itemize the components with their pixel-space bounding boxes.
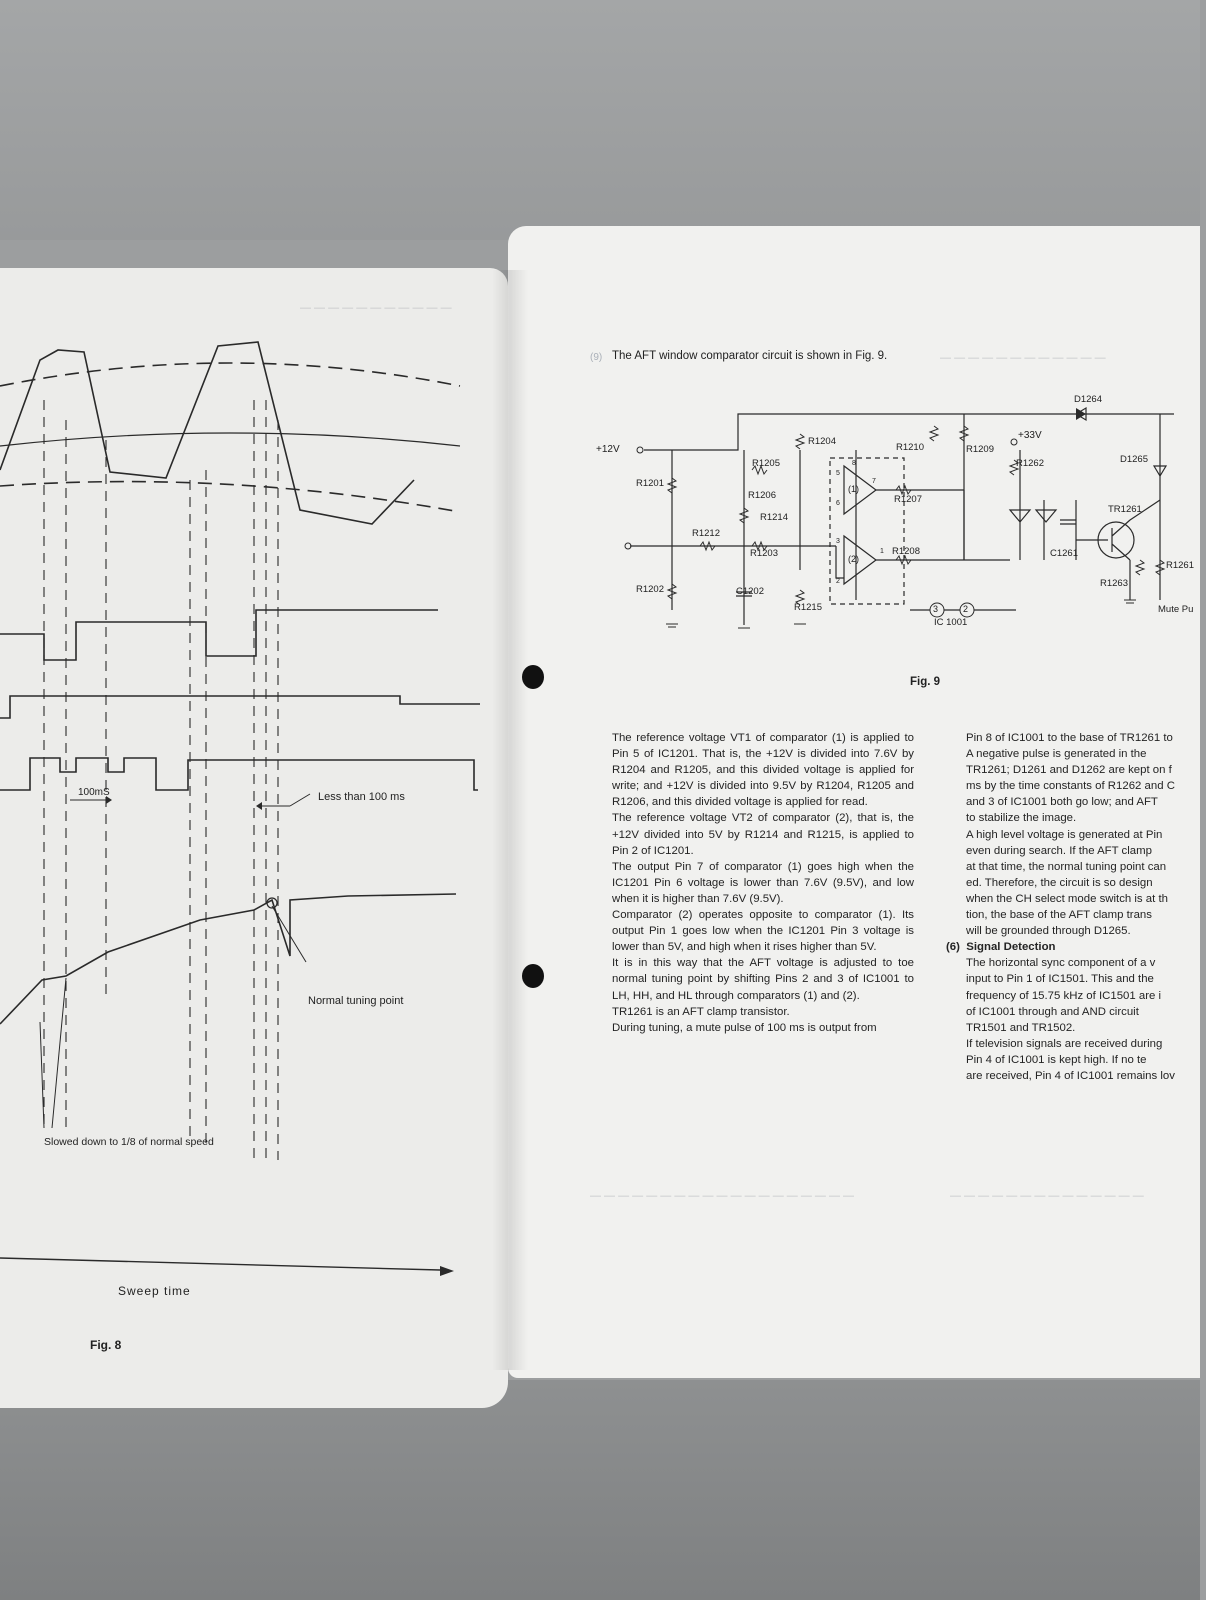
body-paragraph: It is in this way that the AFT voltage is adjusted to toe normal tuning point by shifting Pins 2 and 3 of IC1001 to LH, HH, and HL through comparators (1) and (2). [612,957,914,1002]
pin-number: 6 [836,500,840,507]
label-c1261: C1261 [1050,548,1078,559]
label-r1215: R1215 [794,602,822,613]
body-line: ms by the time constants of R1262 and C [966,780,1175,793]
label-mute-pulse: Mute Pu [1158,604,1194,615]
body-paragraph: TR1261 is an AFT clamp transistor. [612,1005,790,1018]
pin-number: 1 [880,548,884,555]
label-r1214: R1214 [760,512,788,523]
body-paragraph: The reference voltage VT1 of comparator (1) is applied to Pin 5 of IC1201. That is, the +12V is divided into 7.6V by R1204 and R1205, and this divided voltage is applied for write; and +12V is divided into 9.5V by R1204, R1205 and R1206, and this divided voltage is applied for read. [612,732,914,809]
body-line: ed. Therefore, the circuit is so design [966,876,1153,889]
label-r1203: R1203 [750,548,778,559]
body-line: If television signals are received during [966,1037,1163,1050]
label-r1210: R1210 [896,442,924,453]
section-6-number: (6) [946,941,960,954]
capacitor-c1261 [1060,520,1076,524]
body-line: A high level voltage is generated at Pin [966,828,1163,841]
sweep-time-label: Sweep time [118,1284,191,1298]
label-d1265: D1265 [1120,454,1148,465]
body-line: when the CH select mode switch is at th [966,892,1168,905]
label-r1205: R1205 [752,458,780,469]
body-line: to stabilize the image. [966,812,1077,825]
body-line: tion, the base of the AFT clamp trans [966,909,1152,922]
body-line: even during search. If the AFT clamp [966,844,1152,857]
show-through-text: — — — — — — — — — — — [300,302,452,314]
input-line [630,546,844,578]
body-line: input to Pin 1 of IC1501. This and the [966,973,1154,986]
body-line: are received, Pin 4 of IC1001 remains lov [966,1069,1175,1082]
label-r1263: R1263 [1100,578,1128,589]
body-line: at that time, the normal tuning point can [966,860,1167,873]
section-9-number: (9) [590,352,603,363]
d1264-arrow [1076,408,1086,420]
body-line: will be grounded through D1265. [966,925,1131,938]
label-r1262: R1262 [1016,458,1044,469]
section-6-heading-line [946,939,1206,955]
pin-number: 3 [836,538,840,545]
annotation-slowed-down: Slowed down to 1/8 of normal speed [44,1136,214,1148]
body-line: Pin 8 of IC1001 to the base of TR1261 to [966,732,1173,744]
section-6-title: Signal Detection [966,941,1056,954]
supply-33v-terminal [1011,439,1017,445]
body-line: TR1261; D1261 and D1262 are kept on f [966,764,1172,777]
terminal-3-label: 3 [933,604,939,614]
terminal-2-label: 2 [963,604,969,614]
annotation-less-than-100ms: Less than 100 ms [318,791,405,803]
section-9-heading: The AFT window comparator circuit is shown in Fig. 9. [612,350,888,362]
label-r1201: R1201 [636,478,664,489]
label-tr1261: TR1261 [1108,504,1142,515]
body-line: of IC1001 through and AND circuit [966,1005,1139,1018]
body-paragraph: The output Pin 7 of comparator (1) goes high when the IC1201 Pin 6 voltage is lower than 7.6V (9.5V), and low when it is higher than 7.6V (9.5V). [612,860,914,905]
dashed-ic-outline [830,458,904,604]
label-r1206: R1206 [748,490,776,501]
label-r1212: R1212 [692,528,720,539]
label-d1264: D1264 [1074,394,1102,405]
label-opamp-1: (1) [848,484,859,494]
show-through-text: — — — — — — — — — — — — [940,352,1106,364]
supply-terminal [637,447,643,453]
body-text-column-left [612,730,914,1036]
label-c1202: C1202 [736,586,764,597]
show-through-text: — — — — — — — — — — — — — — — — — — — [590,1190,855,1202]
body-line: frequency of 15.75 kHz of IC1501 are i [966,989,1162,1002]
label-r1261: R1261 [1166,560,1194,571]
fig8-label: Fig. 8 [90,1338,122,1352]
body-text-column-right [946,730,1206,1084]
body-line: Pin 4 of IC1001 is kept high. If no te [966,1053,1147,1066]
body-paragraph: During tuning, a mute pulse of 100 ms is output from [612,1021,877,1034]
label-33v: +33V [1018,430,1042,441]
ground-symbols [666,600,1136,628]
body-line: TR1501 and TR1502. [966,1021,1076,1034]
pin-number: 5 [836,470,840,477]
body-line: and 3 of IC1001 both go low; and AFT [966,796,1158,809]
label-ic1001: IC 1001 [934,617,968,628]
label-r1202: R1202 [636,584,664,595]
annotation-normal-tuning-point: Normal tuning point [308,995,404,1007]
annotation-100ms: 100mS [78,787,110,798]
label-r1208: R1208 [892,546,920,557]
body-line: A negative pulse is generated in the [966,748,1147,761]
pin-number: 8 [852,460,856,467]
label-r1204: R1204 [808,436,836,447]
body-line: The horizontal sync component of a v [966,957,1156,970]
pin-number: 7 [872,478,876,485]
label-r1207: R1207 [894,494,922,505]
diode-bridge [1010,510,1056,522]
label-12v: +12V [596,444,620,455]
label-r1209: R1209 [966,444,994,455]
fig9-label: Fig. 9 [910,676,941,688]
body-paragraph: Comparator (2) operates opposite to comparator (1). Its output Pin 1 goes low when the IC1201 Pin 3 voltage is lower than 5V, and high when it rises higher than 5V. [612,909,914,954]
show-through-text: — — — — — — — — — — — — — — [950,1190,1144,1202]
body-paragraph: The reference voltage VT2 of comparator (2), that is, the +12V divided into 5V by R1214 and R1215, is applied to Pin 2 of IC1201. [612,812,914,857]
pin-number: 2 [836,578,840,585]
label-opamp-2: (2) [848,554,859,564]
